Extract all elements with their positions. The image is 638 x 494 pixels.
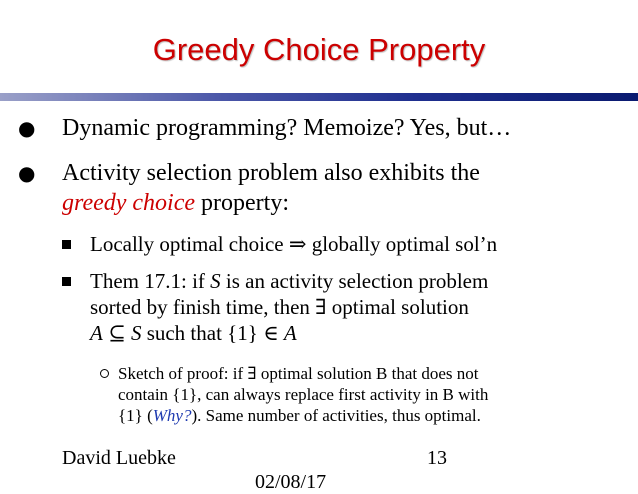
footer-author: David Luebke (62, 447, 176, 469)
slide-title: Greedy Choice Property (152, 32, 486, 67)
subset-symbol: ⊆ (102, 321, 131, 345)
bullet-dot-icon: ● (18, 116, 36, 140)
bullet-text: Dynamic programming? Memoize? Yes, but… (62, 115, 512, 141)
theorem-line2: sorted by finish time, then ∃ optimal solution (90, 295, 469, 319)
why-question: Why? (152, 406, 192, 425)
bullet-dot-icon: ● (18, 161, 36, 185)
proof-line1: Sketch of proof: if ∃ optimal solution B that does not (118, 364, 479, 383)
square-bullet-icon (62, 240, 71, 249)
proof-part: {1} ( (118, 406, 153, 425)
theorem-part: Them 17.1: if (90, 269, 211, 293)
greedy-choice-term: greedy choice (62, 190, 196, 216)
circle-bullet-icon (100, 369, 109, 378)
proof-text (118, 363, 593, 426)
footer-page-number: 13 (427, 447, 447, 469)
sub-bullet-text: Locally optimal choice ⇒ globally optimal sol’n (90, 232, 498, 256)
bullet-line1: Activity selection problem also exhibits the (62, 160, 480, 186)
bullet-after: property: (195, 190, 290, 216)
set-a: A (90, 321, 103, 345)
set-s: S (130, 321, 142, 345)
proof-line2: contain {1}, can always replace first activity in B with (118, 385, 489, 404)
footer-date: 02/08/17 (255, 471, 327, 493)
set-a: A (283, 321, 297, 345)
title-divider (0, 93, 638, 101)
square-bullet-icon (62, 277, 71, 286)
sub-bullet-text (90, 268, 590, 346)
theorem-part: is an activity selection problem (220, 269, 489, 293)
proof-part: ). Same number of activities, thus optimal. (191, 406, 481, 425)
theorem-part: such that {1} ∈ (141, 321, 284, 345)
set-s: S (210, 269, 221, 293)
bullet-text (62, 158, 622, 218)
